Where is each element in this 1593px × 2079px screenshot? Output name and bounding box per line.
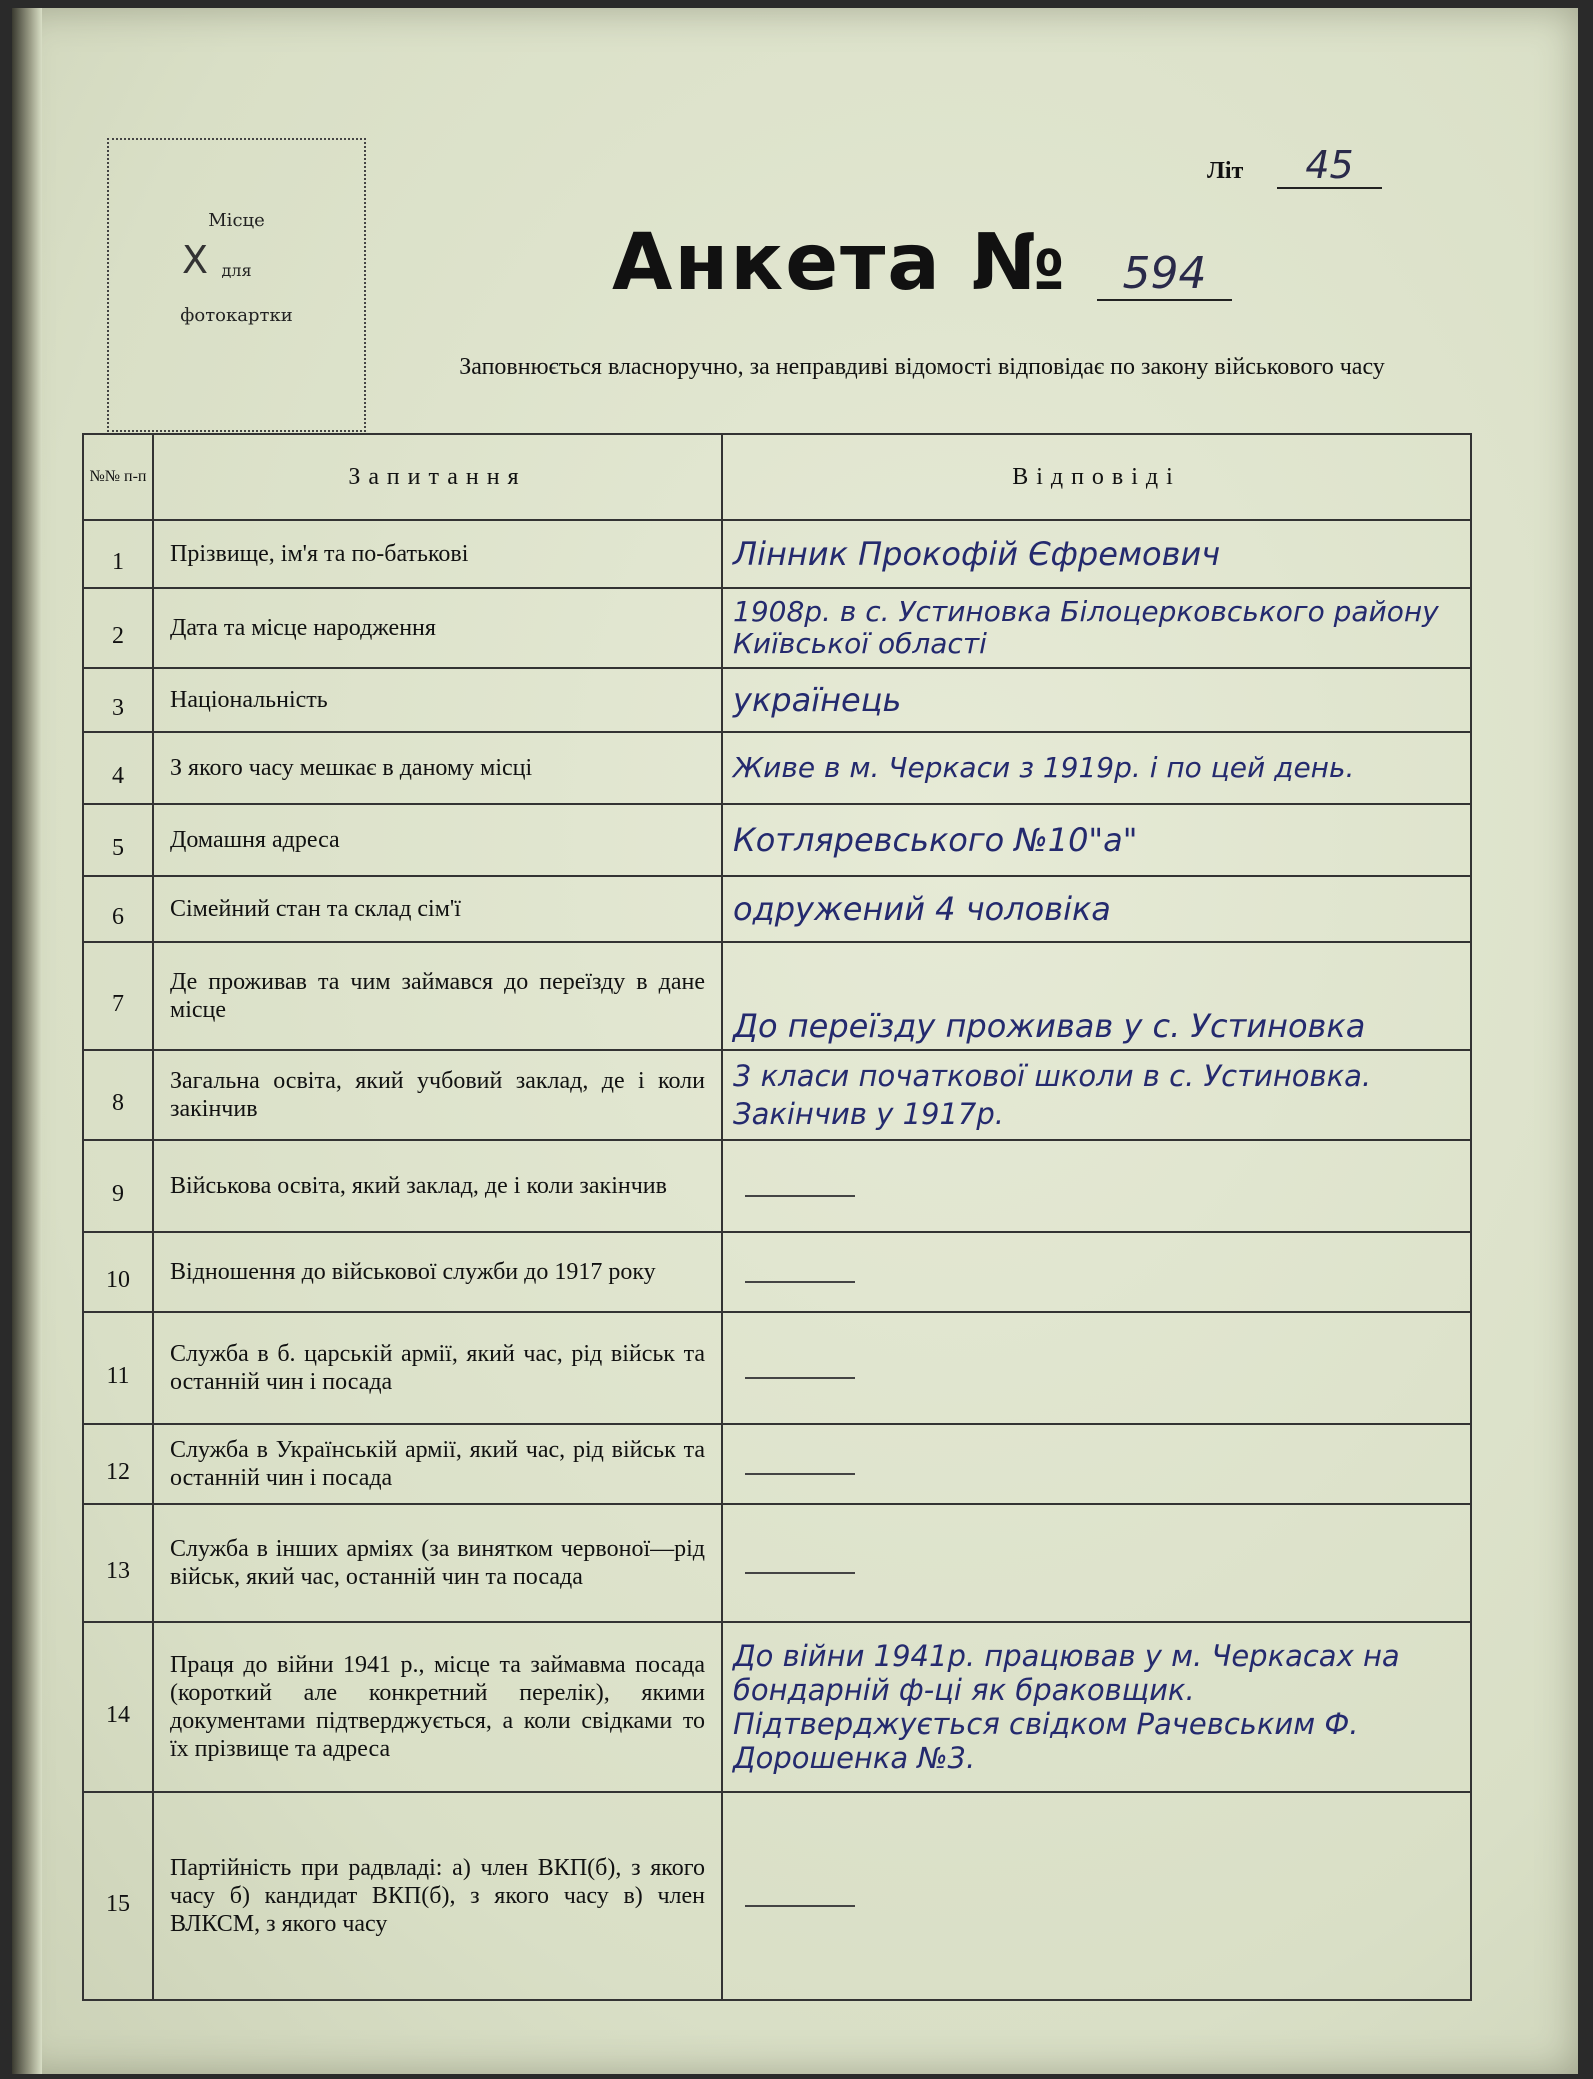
row-number: 12 [83, 1424, 153, 1504]
table-row [83, 1424, 1471, 1504]
row-question: Дата та місце народження [153, 588, 722, 668]
blank-dash [745, 1377, 855, 1379]
table-row [83, 876, 1471, 942]
row-question: Домашня адреса [153, 804, 722, 876]
row-answer-blank [722, 1424, 1471, 1504]
blank-dash [745, 1572, 855, 1574]
row-number: 1 [83, 520, 153, 588]
photo-label-line-2: для [221, 261, 252, 280]
row-answer: Лінник Прокофій Єфремович [722, 520, 1471, 588]
row-answer: одружений 4 чоловіка [722, 876, 1471, 942]
photo-label-line-3: фотокартки [180, 305, 293, 326]
column-header-answer: Відповіді [722, 434, 1471, 520]
row-question: Відношення до військової служби до 1917 року [153, 1232, 722, 1312]
form-page [12, 8, 1578, 2074]
table-row [83, 1312, 1471, 1424]
row-number: 3 [83, 668, 153, 732]
table-row [83, 1504, 1471, 1622]
row-number: 7 [83, 942, 153, 1050]
column-header-question: Запитання [153, 434, 722, 520]
row-question: Загальна освіта, який учбовий заклад, де і коли закінчив [153, 1050, 722, 1140]
blank-dash [745, 1473, 855, 1475]
table-row [83, 732, 1471, 804]
blank-dash [745, 1195, 855, 1197]
row-number: 5 [83, 804, 153, 876]
table-header-row [83, 434, 1471, 520]
photo-placeholder [107, 138, 366, 432]
table-row [83, 1792, 1471, 2000]
blank-dash [745, 1281, 855, 1283]
questionnaire-table [82, 433, 1472, 2001]
row-answer-blank [722, 1232, 1471, 1312]
row-number: 14 [83, 1622, 153, 1792]
photo-mark: Х [182, 238, 209, 282]
table-row [83, 804, 1471, 876]
row-answer: До переїзду проживав у с. Устиновка [722, 942, 1471, 1050]
form-title: Анкета № [612, 218, 1067, 308]
table-row [83, 1232, 1471, 1312]
row-answer: українець [722, 668, 1471, 732]
row-answer-blank [722, 1792, 1471, 2000]
row-answer: Живе в м. Черкаси з 1919р. і по цей день. [722, 732, 1471, 804]
row-answer: Котляревського №10"а" [722, 804, 1471, 876]
row-number: 4 [83, 732, 153, 804]
row-number: 13 [83, 1504, 153, 1622]
row-question: Служба в Українській армії, який час, рід військ та останній чин і посада [153, 1424, 722, 1504]
table-row [83, 668, 1471, 732]
row-question: Служба в інших арміях (за винятком червоної—рід військ, який час, останній чин та посада [153, 1504, 722, 1622]
row-answer-blank [722, 1312, 1471, 1424]
row-question: Національність [153, 668, 722, 732]
row-answer: 3 класи початкової школи в с. Устиновка. Закінчив у 1917р. [722, 1050, 1471, 1140]
row-question: Де проживав та чим займався до переїзду в дане місце [153, 942, 722, 1050]
row-answer-blank [722, 1504, 1471, 1622]
row-number: 11 [83, 1312, 153, 1424]
row-number: 6 [83, 876, 153, 942]
row-number: 15 [83, 1792, 153, 2000]
sheet-number: 45 [1277, 143, 1382, 189]
row-question: Сімейний стан та склад сім'ї [153, 876, 722, 942]
row-question: Партійність при радвладі: а) член ВКП(б), з якого часу б) кандидат ВКП(б), з якого часу в) член ВЛКСМ, з якого часу [153, 1792, 722, 2000]
sheet-label: Літ [1207, 158, 1244, 184]
table-row [83, 1050, 1471, 1140]
row-number: 8 [83, 1050, 153, 1140]
table-row [83, 1140, 1471, 1232]
row-question: Праця до війни 1941 р., місце та займавма посада (короткий але конкретний перелік), якими документами підтверджується, а коли свідками то їх прізвище та адреса [153, 1622, 722, 1792]
row-question: З якого часу мешкає в даному місці [153, 732, 722, 804]
row-answer-blank [722, 1140, 1471, 1232]
form-subtitle: Заповнюється власноручно, за неправдиві відомості відповідає по закону військового часу [459, 354, 1385, 380]
table-row [83, 588, 1471, 668]
row-question: Військова освіта, який заклад, де і коли закінчив [153, 1140, 722, 1232]
row-number: 2 [83, 588, 153, 668]
row-question: Прізвище, ім'я та по-батькові [153, 520, 722, 588]
form-number: 594 [1097, 248, 1232, 301]
column-header-number: №№ п-п [83, 434, 153, 520]
table-row [83, 520, 1471, 588]
row-number: 9 [83, 1140, 153, 1232]
row-answer: До війни 1941р. працював у м. Черкасах на бондарній ф-ці як браковщик. Підтверджується свідком Рачевським Ф. Дорошенка №3. [722, 1622, 1471, 1792]
photo-label-line-1: Місце [208, 210, 265, 231]
row-answer: 1908р. в с. Устиновка Білоцерковського району Київської області [722, 588, 1471, 668]
row-question: Служба в б. царській армії, який час, рід військ та останній чин і посада [153, 1312, 722, 1424]
book-binding [12, 8, 42, 2074]
row-number: 10 [83, 1232, 153, 1312]
table-row [83, 1622, 1471, 1792]
table-row [83, 942, 1471, 1050]
blank-dash [745, 1905, 855, 1907]
